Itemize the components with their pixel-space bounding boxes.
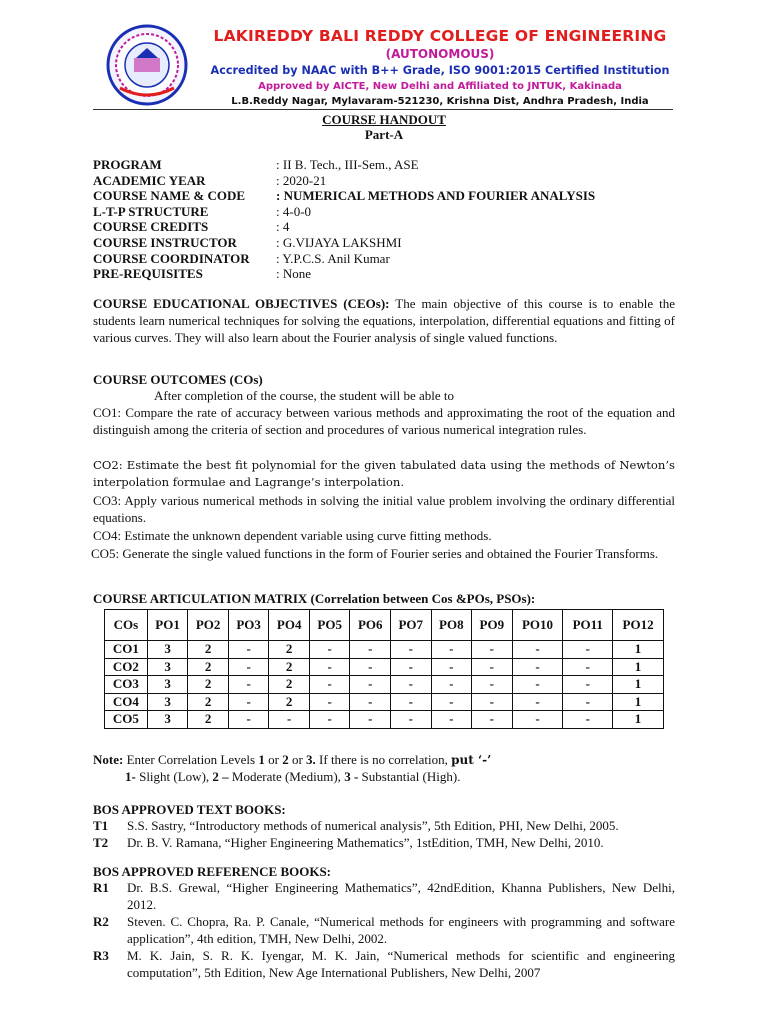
- matrix-cell: -: [512, 641, 563, 659]
- matrix-row: [105, 711, 664, 729]
- autonomous-label: (AUTONOMOUS): [385, 47, 495, 61]
- co-item: CO4: Estimate the unknown dependent variable using curve fitting methods.: [93, 528, 492, 543]
- course-info-row: [93, 188, 595, 204]
- matrix-row: [105, 641, 664, 659]
- book-id: R3: [93, 948, 109, 963]
- course-info-row: [93, 235, 595, 251]
- course-info-label: COURSE INSTRUCTOR: [93, 234, 237, 250]
- matrix-cell: -: [512, 658, 563, 676]
- matrix-cell: -: [431, 676, 472, 694]
- course-info-row: [93, 219, 595, 235]
- matrix-cell: -: [228, 676, 269, 694]
- matrix-cell: 2: [188, 676, 229, 694]
- book-id: R2: [93, 914, 109, 929]
- matrix-cell: -: [472, 711, 513, 729]
- book-id: R1: [93, 880, 109, 895]
- course-info-label: COURSE NAME & CODE: [93, 188, 246, 204]
- matrix-cell: -: [350, 711, 391, 729]
- course-info-row: [93, 251, 595, 267]
- matrix-cell: -: [472, 641, 513, 659]
- book-item: [93, 817, 675, 834]
- matrix-cell: -: [350, 693, 391, 711]
- scale-3: 3 -: [344, 769, 359, 784]
- course-info-label: COURSE CREDITS: [93, 219, 209, 235]
- matrix-cell: -: [563, 693, 613, 711]
- course-info-value: : None: [276, 266, 312, 282]
- co-item: CO1: Compare the rate of accuracy between various methods and approximating the root of the equation and distinguish among the criteria of section and procedures of various numerical integration rules.: [93, 405, 675, 437]
- matrix-cell: -: [472, 693, 513, 711]
- accreditation-line: Accredited by NAAC with B++ Grade, ISO 9001:2015 Certified Institution: [210, 64, 670, 77]
- matrix-heading: COURSE ARTICULATION MATRIX (Correlation between Cos &POs, PSOs):: [93, 591, 536, 606]
- book-citation: M. K. Jain, S. R. K. Iyengar, M. K. Jain, “Numerical methods for scientific and engineering computation”, 5th Edition, New Age International Publishers, New Delhi, 2007: [127, 948, 675, 980]
- course-info-label: L-T-P STRUCTURE: [93, 203, 209, 219]
- matrix-cell: -: [309, 676, 350, 694]
- reference-books-list: [93, 879, 675, 981]
- matrix-column-header: PO7: [391, 610, 432, 641]
- matrix-column-header: PO8: [431, 610, 472, 641]
- reference-books-heading: BOS APPROVED REFERENCE BOOKS:: [93, 864, 332, 879]
- matrix-cell: -: [472, 676, 513, 694]
- matrix-cell: 3: [147, 693, 188, 711]
- note-text: If there is no correlation,: [315, 752, 452, 767]
- matrix-cell: 1: [613, 641, 664, 659]
- matrix-cell: -: [309, 711, 350, 729]
- matrix-cell: -: [472, 658, 513, 676]
- course-info-value: : Y.P.C.S. Anil Kumar: [276, 250, 390, 266]
- course-info-value: : 4: [276, 219, 290, 235]
- matrix-cell: -: [431, 693, 472, 711]
- course-info-row: [93, 173, 595, 189]
- matrix-cell: -: [309, 658, 350, 676]
- matrix-cell: -: [309, 693, 350, 711]
- matrix-cell: 3: [147, 676, 188, 694]
- matrix-cell: 2: [269, 693, 310, 711]
- matrix-cell: -: [512, 693, 563, 711]
- ceo-heading: COURSE EDUCATIONAL OBJECTIVES (CEOs):: [93, 296, 390, 311]
- co-item: CO5: Generate the single valued functions in the form of Fourier series and obtained the Fourier Transforms.: [91, 546, 659, 561]
- course-info-value: : NUMERICAL METHODS AND FOURIER ANALYSIS: [276, 188, 596, 204]
- course-info-label: PROGRAM: [93, 157, 162, 172]
- course-info-label: PRE-REQUISITES: [93, 266, 203, 282]
- matrix-column-header: PO4: [269, 610, 310, 641]
- book-item: [93, 947, 675, 981]
- matrix-cell: -: [512, 711, 563, 729]
- book-citation: Dr. B.S. Grewal, “Higher Engineering Mathematics”, 42ndEdition, Khanna Publishers, New Delhi, 2012.: [127, 880, 675, 912]
- matrix-column-header: PO3: [228, 610, 269, 641]
- part-label: Part-A: [364, 127, 404, 142]
- outcomes-heading: COURSE OUTCOMES (COs): [93, 372, 263, 387]
- course-info-value: : G.VIJAYA LAKSHMI: [276, 234, 402, 250]
- co-item: CO3: Apply various numerical methods in solving the initial value problem involving the ordinary differential equations.: [93, 493, 675, 525]
- note-put: put ‘-’: [451, 753, 492, 767]
- matrix-column-header: PO5: [309, 610, 350, 641]
- scale-1: 1-: [125, 769, 136, 784]
- note-text: Enter Correlation Levels: [123, 752, 259, 767]
- book-id: T1: [93, 818, 109, 833]
- scale-3-text: Substantial (High).: [358, 769, 461, 784]
- book-citation: Dr. B. V. Ramana, “Higher Engineering Mathematics”, 1stEdition, TMH, New Delhi, 2010.: [127, 835, 604, 850]
- scale-2: 2 –: [212, 769, 229, 784]
- matrix-cell: -: [350, 658, 391, 676]
- matrix-cell: 3: [147, 711, 188, 729]
- course-info-label: ACADEMIC YEAR: [93, 172, 206, 188]
- matrix-cell: -: [391, 711, 432, 729]
- approval-line: Approved by AICTE, New Delhi and Affiliated to JNTUK, Kakinada: [258, 81, 622, 92]
- level-3: 3.: [306, 752, 316, 767]
- matrix-row-label: CO2: [105, 658, 148, 676]
- matrix-column-header: PO12: [613, 610, 664, 641]
- matrix-row-label: CO1: [105, 641, 148, 659]
- matrix-row-label: CO4: [105, 693, 148, 711]
- level-2: 2: [282, 752, 289, 767]
- course-info-row: [93, 157, 595, 173]
- college-header: [196, 26, 684, 109]
- matrix-row-label: CO3: [105, 676, 148, 694]
- matrix-cell: 3: [147, 641, 188, 659]
- college-logo-icon: [106, 24, 188, 106]
- scale-1-text: Slight (Low),: [135, 769, 213, 784]
- matrix-cell: 1: [613, 711, 664, 729]
- matrix-row: [105, 658, 664, 676]
- matrix-column-header: COs: [105, 610, 148, 641]
- doc-title: COURSE HANDOUT: [322, 112, 446, 127]
- course-info-row: [93, 266, 595, 282]
- matrix-column-header: PO9: [472, 610, 513, 641]
- matrix-column-header: PO2: [188, 610, 229, 641]
- articulation-matrix: [104, 609, 664, 729]
- matrix-cell: 1: [613, 676, 664, 694]
- matrix-column-header: PO11: [563, 610, 613, 641]
- course-info-list: [93, 157, 595, 282]
- address-line: L.B.Reddy Nagar, Mylavaram-521230, Krishna Dist, Andhra Pradesh, India: [231, 96, 649, 107]
- matrix-cell: -: [309, 641, 350, 659]
- course-info-value: : 2020-21: [276, 172, 327, 188]
- note-scale: [125, 768, 675, 785]
- matrix-cell: 2: [188, 693, 229, 711]
- matrix-cell: -: [431, 641, 472, 659]
- text-books-list: [93, 817, 675, 851]
- note-text: or: [288, 752, 307, 767]
- matrix-cell: -: [563, 641, 613, 659]
- matrix-cell: -: [431, 658, 472, 676]
- book-citation: Steven. C. Chopra, Ra. P. Canale, “Numerical methods for engineers with programming and software application”, 4th edition, TMH, New Delhi, 2002.: [127, 914, 675, 946]
- matrix-cell: -: [228, 641, 269, 659]
- note-text: or: [264, 752, 283, 767]
- book-item: [93, 879, 675, 913]
- matrix-cell: -: [228, 711, 269, 729]
- matrix-cell: -: [563, 711, 613, 729]
- matrix-cell: -: [563, 676, 613, 694]
- course-info-value: : II B. Tech., III-Sem., ASE: [276, 157, 419, 172]
- note-label: Note:: [93, 752, 124, 767]
- matrix-cell: 1: [613, 693, 664, 711]
- matrix-cell: 2: [188, 711, 229, 729]
- matrix-cell: 2: [269, 658, 310, 676]
- matrix-header-row: [105, 610, 664, 641]
- matrix-cell: 3: [147, 658, 188, 676]
- matrix-cell: -: [563, 658, 613, 676]
- matrix-cell: 2: [188, 658, 229, 676]
- college-name: LAKIREDDY BALI REDDY COLLEGE OF ENGINEERING: [213, 27, 667, 45]
- matrix-column-header: PO6: [350, 610, 391, 641]
- matrix-cell: 1: [613, 658, 664, 676]
- matrix-cell: -: [391, 676, 432, 694]
- course-info-value: : 4-0-0: [276, 203, 312, 219]
- note-line: [93, 751, 675, 769]
- ceo-text: The main objective of this course is to enable the students learn numerical techniques for solving the equations, interpolation, differential equations and fitting of various curves. They will also learn about the Fourier analysis of single valued functions.: [93, 296, 675, 345]
- matrix-column-header: PO1: [147, 610, 188, 641]
- book-citation: S.S. Sastry, “Introductory methods of numerical analysis”, 5th Edition, PHI, New Delhi, 2005.: [127, 818, 619, 833]
- course-info-row: [93, 204, 595, 220]
- co-item: CO2: Estimate the best fit polynomial for the given tabulated data using the methods of Newton’s interpolation formulae and Lagrange’s interpolation.: [93, 458, 675, 489]
- header-divider: [93, 109, 673, 110]
- level-1: 1: [258, 752, 265, 767]
- text-books-heading: BOS APPROVED TEXT BOOKS:: [93, 802, 286, 817]
- matrix-cell: 2: [269, 641, 310, 659]
- matrix-cell: -: [391, 641, 432, 659]
- matrix-cell: -: [391, 658, 432, 676]
- book-item: [93, 913, 675, 947]
- outcomes-intro: After completion of the course, the student will be able to: [154, 388, 454, 403]
- ceo-paragraph: [93, 295, 675, 346]
- matrix-cell: 2: [188, 641, 229, 659]
- matrix-cell: -: [350, 641, 391, 659]
- book-id: T2: [93, 835, 109, 850]
- matrix-cell: -: [431, 711, 472, 729]
- matrix-row: [105, 676, 664, 694]
- matrix-column-header: PO10: [512, 610, 563, 641]
- matrix-cell: -: [391, 693, 432, 711]
- matrix-row-label: CO5: [105, 711, 148, 729]
- book-item: [93, 834, 675, 851]
- matrix-cell: -: [228, 693, 269, 711]
- matrix-cell: -: [350, 676, 391, 694]
- matrix-cell: -: [269, 711, 310, 729]
- matrix-cell: 2: [269, 676, 310, 694]
- scale-2-text: Moderate (Medium),: [228, 769, 345, 784]
- course-info-label: COURSE COORDINATOR: [93, 250, 250, 266]
- matrix-row: [105, 693, 664, 711]
- matrix-cell: -: [512, 676, 563, 694]
- matrix-cell: -: [228, 658, 269, 676]
